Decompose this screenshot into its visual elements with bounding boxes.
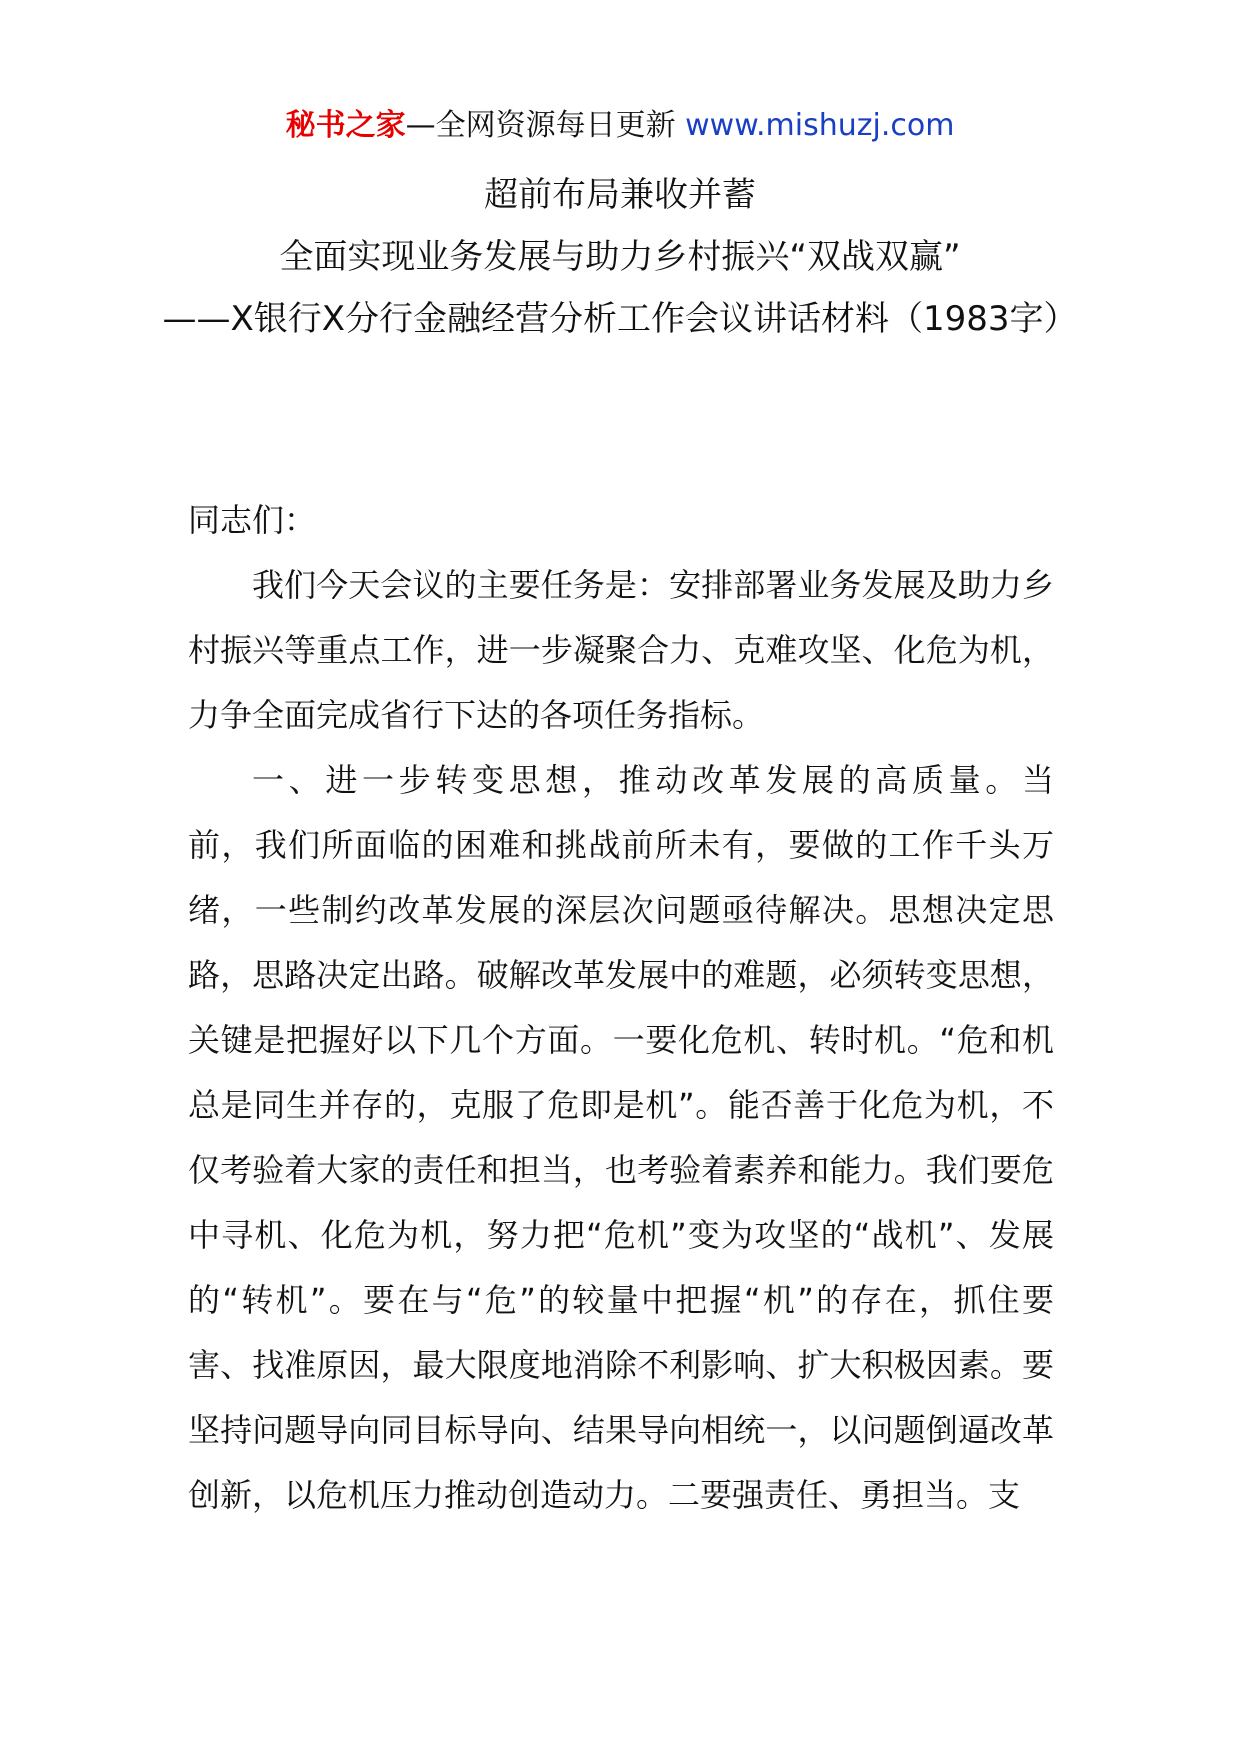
- title-subtitle: ——X银行X分行金融经营分析工作会议讲话材料（1983字）: [162, 299, 1078, 339]
- title-secondary: 全面实现业务发展与助力乡村振兴“双战双赢”: [279, 237, 961, 277]
- title-main: 超前布局兼收并蓄: [484, 175, 756, 215]
- document-title-block: [160, 164, 1080, 350]
- banner-slogan: —全网资源每日更新: [405, 108, 686, 143]
- salutation: 同志们：: [188, 501, 317, 539]
- brand-name: 秘书之家: [285, 108, 406, 143]
- section-one-text: 当前，我们所面临的困难和挑战前所未有，要做的工作千头万绪，一些制约改革发展的深层次问题亟待解决。思想决定思路，思路决定出路。破解改革发展中的难题，必须转变思想，关键是把握好以下几个方面。一要化危机、转时机。“危和机总是同生并存的，克服了危即是机”。能否善于化危为机，不仅考验着大家的责任和担当，也考验着素养和能力。我们要危中寻机、化危为机，努力把“危机”变为攻坚的“战机”、发展的“转机”。要在与“危”的较量中把握“机”的存在，抓住要害、找准原因，最大限度地消除不利影响、扩大积极因素。要坚持问题导向同目标导向、结果导向相统一，以问题倒逼改革创新，以危机压力推动创造动力。二要强责任、勇担当。支: [188, 761, 1054, 1514]
- section-one-heading: 一、进一步转变思想，推动改革发展的高质量。: [252, 761, 1022, 799]
- site-url-link[interactable]: www.mishuzj.com: [685, 108, 955, 143]
- intro-paragraph: 我们今天会议的主要任务是：安排部署业务发展及助力乡村振兴等重点工作，进一步凝聚合力、克难攻坚、化危为机，力争全面完成省行下达的各项任务指标。: [188, 566, 1054, 734]
- site-banner: [0, 104, 1240, 148]
- document-body: [188, 488, 1054, 1528]
- section-one-paragraph: [188, 748, 1054, 1528]
